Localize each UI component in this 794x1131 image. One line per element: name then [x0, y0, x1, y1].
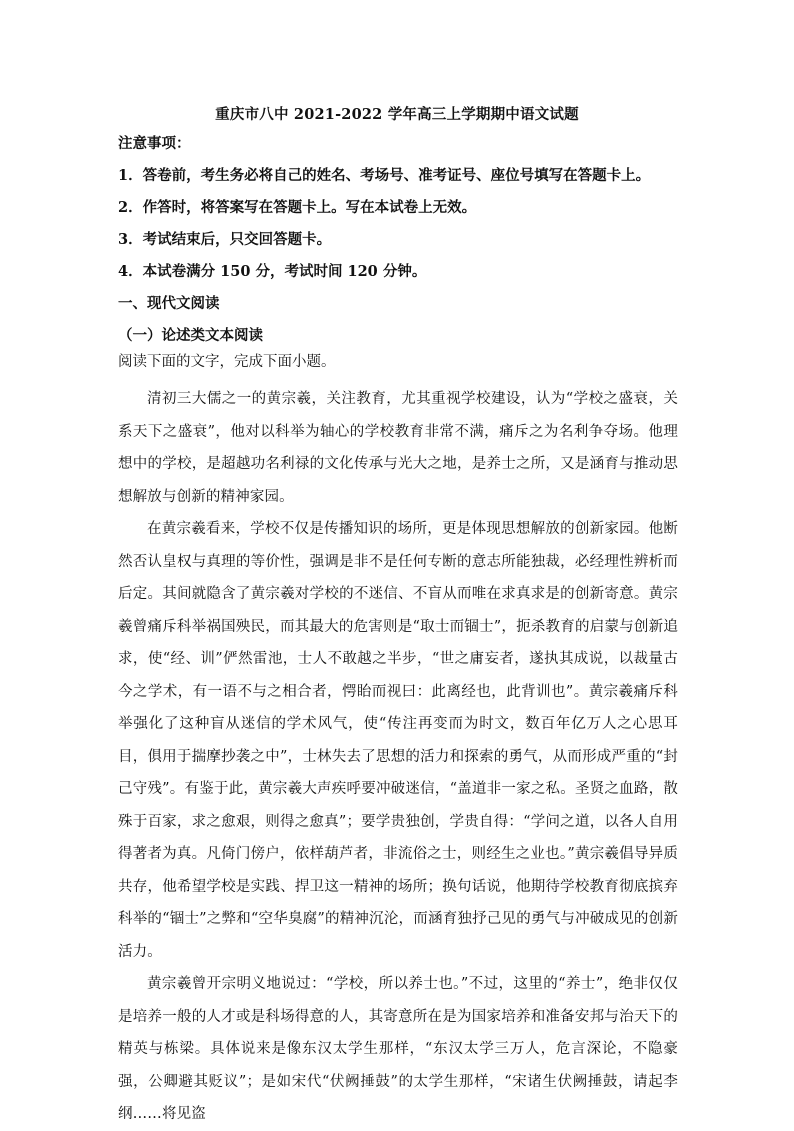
passage-paragraph-2: 在黄宗羲看来，学校不仅是传播知识的场所，更是体现思想解放的创新家园。他断然否认皇权与真理的等价性，强调是非不是任何专断的意志所能独裁，必经理性辨析而后定。其间就隐含了黄宗羲对学校的不迷信、不盲从而唯在求真求是的创新寄意。黄宗羲曾痛斥科举祸国殃民，而其最大的危害则是“取士而锢士”，扼杀教育的启蒙与创新追求，使“经、训”俨然雷池，士人不敢越之半步，“世之庸妄者，遂执其成说，以裁量古今之学术，有一语不与之相合者，愕眙而视曰：此离经也，此背训也”。黄宗羲痛斥科举强化了这种盲从迷信的学术风气，使“传注再变而为时文，数百年亿万人之心思耳目，俱用于揣摩抄袭之中”，士林失去了思想的活力和探索的勇气，从而形成严重的“封己守残”。有鉴于此，黄宗羲大声疾呼要冲破迷信，“盖道非一家之私。圣贤之血路，散殊于百家，求之愈艰，则得之愈真”；要学贵独创，学贵自得：“学问之道，以各人自用得著者为真。凡倚门傍户，依样葫芦者，非流俗之士，则经生之业也。”黄宗羲倡导异质共存，他希望学校是实践、捍卫这一精神的场所；换句话说，他期待学校教育彻底摈弃科举的“锢士”之弊和“空华臭腐”的精神沉沦，而涵育独抒己见的勇气与冲破成见的创新活力。: [118, 521, 678, 960]
notice-item-4: 4．本试卷满分 150 分，考试时间 120 分钟。: [118, 263, 427, 280]
subsection-title: （一）论述类文本阅读: [118, 327, 263, 344]
reading-instruction: 阅读下面的文字，完成下面小题。: [118, 354, 336, 370]
page-title: 重庆市八中 2021-2022 学年高三上学期期中语文试题: [215, 106, 579, 123]
passage-paragraph-3: 黄宗羲曾开宗明义地说过：“学校，所以养士也。”不过，这里的“养士”，绝非仅仅是培养一般的人才或是科场得意的人，其寄意所在是为国家培养和准备安邦与治天下的精英与栋梁。具体说来是像东汉太学生那样，“东汉太学三万人，危言深论，不隐豪强，公卿避其贬议”；是如宋代“伏阙捶鼓”的太学生那样，“宋诸生伏阙捶鼓，请起李纲……将见盗: [118, 976, 678, 1122]
notice-item-3: 3．考试结束后，只交回答题卡。: [118, 231, 332, 248]
passage: [118, 383, 678, 1131]
passage-paragraph-1: 清初三大儒之一的黄宗羲，关注教育，尤其重视学校建设，认为“学校之盛衰，关系天下之盛衰”，他对以科举为轴心的学校教育非常不满，痛斥之为名利争夺场。他理想中的学校，是超越功名利禄的文化传承与光大之地，是养士之所，又是涵育与推动思想解放与创新的精神家园。: [118, 391, 678, 505]
notice-item-2: 2．作答时，将答案写在答题卡上。写在本试卷上无效。: [118, 199, 477, 216]
notice-item-1: 1．答卷前，考生务必将自己的姓名、考场号、准考证号、座位号填写在答题卡上。: [118, 167, 651, 184]
notice-heading: 注意事项：: [118, 135, 191, 152]
section-title: 一、现代文阅读: [118, 295, 220, 312]
